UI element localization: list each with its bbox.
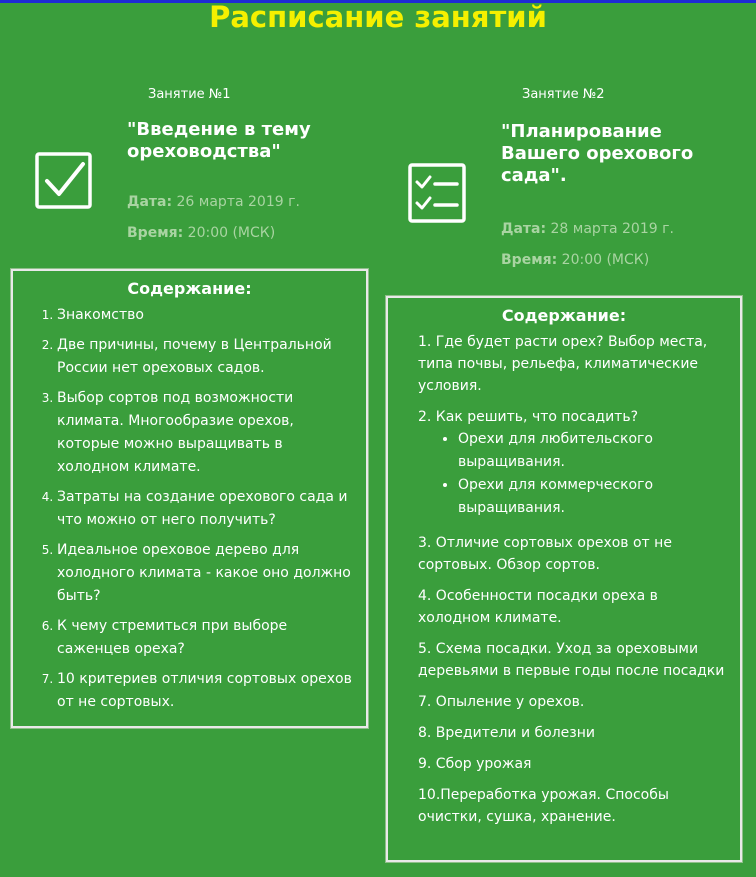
sub-list-item: • Орехи для любительского выращивания.	[458, 428, 730, 474]
lesson-1-time	[127, 225, 275, 241]
list-item-with-sublist	[418, 406, 730, 520]
list-item: 3. Выбор сортов под возможности климата. Многообразие орехов, которые можно выращивать в холодном климате.	[57, 387, 356, 479]
lesson-2-number: Занятие №2	[522, 87, 605, 102]
list-item: 4. Особенности посадки ореха в холодном климате.	[418, 588, 658, 626]
lesson-2-content-box	[386, 296, 742, 862]
list-item: 3. Отличие сортовых орехов от не сортовых. Обзор сортов.	[418, 535, 672, 573]
lesson-2-name: "Планирование Вашего орехового сада".	[501, 121, 694, 186]
lesson-1-date	[127, 194, 300, 210]
lesson-2-content-list	[388, 331, 740, 828]
date-value: 26 марта 2019 г.	[172, 194, 300, 210]
date-label: Дата:	[501, 221, 547, 237]
list-item: 1. Где будет расти орех? Выбор места, типа почвы, рельефа, климатические условия.	[418, 334, 708, 394]
list-item: 9. Сбор урожая	[418, 756, 532, 772]
list-item: 2. Как решить, что посадить?	[418, 409, 639, 425]
list-item: 6. К чему стремиться при выборе саженцев ореха?	[57, 615, 356, 661]
list-item: 5. Идеальное ореховое дерево для холодного климата - какое оно должно быть?	[57, 539, 356, 608]
time-value: 20:00 (МСК)	[183, 225, 276, 241]
lesson-2-date	[501, 221, 674, 237]
lesson-1-number: Занятие №1	[148, 87, 231, 102]
lesson-1-name: "Введение в тему ореховодства"	[127, 119, 311, 162]
list-item: 5. Схема посадки. Уход за ореховыми деревьями в первые годы после посадки	[418, 641, 725, 679]
list-item: 2. Две причины, почему в Центральной России нет ореховых садов.	[57, 334, 356, 380]
checkbox-checked-icon	[35, 151, 93, 211]
list-item: 4. Затраты на создание орехового сада и что можно от него получить?	[57, 486, 356, 532]
list-item: 7. 10 критериев отличия сортовых орехов от не сортовых.	[57, 668, 356, 714]
content-title: Содержание:	[501, 306, 627, 325]
time-label: Время:	[501, 252, 558, 268]
list-item: 8. Вредители и болезни	[418, 725, 595, 741]
lesson-2-time	[501, 252, 649, 268]
time-value: 20:00 (МСК)	[557, 252, 650, 268]
list-item: 7. Опыление у орехов.	[418, 694, 585, 710]
time-label: Время:	[127, 225, 184, 241]
lesson-1-content-box	[11, 269, 368, 728]
sub-list-item: • Орехи для коммерческого выращивания.	[458, 474, 730, 520]
content-title: Содержание:	[127, 279, 252, 298]
page-title: Расписание занятий	[209, 0, 547, 34]
list-item: 10.Переработка урожая. Способы очистки, сушка, хранение.	[418, 787, 669, 825]
list-item: 1. Знакомство	[57, 304, 356, 327]
checklist-icon	[408, 163, 468, 225]
lesson-1-content-list	[13, 304, 366, 714]
date-value: 28 марта 2019 г.	[546, 221, 674, 237]
date-label: Дата:	[127, 194, 173, 210]
sub-list	[418, 428, 730, 520]
